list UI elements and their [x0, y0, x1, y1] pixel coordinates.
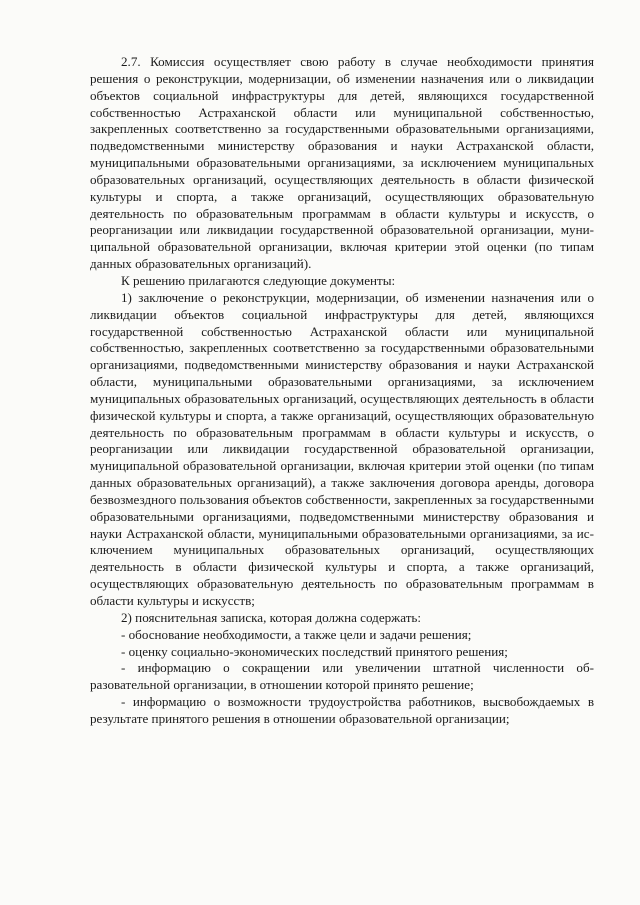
list-item-employment-possibility: - информацию о возможности трудоустройства работников, высвобождаемых в результате принятого решения в отношении образовательной организации; [90, 694, 594, 726]
paragraph-2-7: 2.7. Комиссия осуществляет свою работу в случае необходимости принятия решения о реконструкции, модернизации, об изменении назначения или о ликвидации объектов социальной инфраструктуры для детей, являющихся государственной собственностью Астраханской области или муниципальной собственностью, закрепленных соответственно за государственными образовательными организациями, подведомственными министерству образования и науки Астраханской области, муниципальными образовательными организациями, за исключением муниципальных образовательных организаций, осуществляющих деятельность в области физической культуры и спорта, а также организаций, осуществляющих образовательную деятельность по образовательным программам в области культуры и искусств, о реорганизации или ликвидации государственной образовательной организации, муниципальной образовательной организации, включая критерии этой оценки (по типам данных образовательных организаций). [90, 54, 594, 272]
list-item-justification: - обоснование необходимости, а также цели и задачи решения; [121, 626, 472, 642]
list-item-impact-assessment: - оценку социально-экономических последствий принятого решения; [121, 643, 508, 659]
paragraph-item-2: 2) пояснительная записка, которая должна содержать: [121, 609, 422, 625]
document-body [90, 54, 594, 728]
list-item-staffing-change: - информацию о сокращении или увеличении штатной численности образовательной организации, в отношении которой принято решение; [90, 660, 594, 693]
paragraph-attachments-intro: К решению прилагаются следующие документы: [121, 272, 396, 288]
paragraph-item-1: 1) заключение о реконструкции, модернизации, об изменении назначения или о ликвидации объектов социальной инфраструктуры для детей, являющихся государственной собственностью Астраханской области или муниципальной собственностью, закрепленных соответственно за государственными образовательными организациями, подведомственными министерству образования и науки Астраханской области, муниципальными образовательными организациями, за исключением муниципальных образовательных организаций, осуществляющих деятельность в области физической культуры и спорта, а также организаций, осуществляющих образовательную деятельность по образовательным программам в области культуры и искусств, о реорганизации или ликвидации государственной образовательной организации, муниципальной образовательной организации, включая критерии этой оценки (по типам данных образовательных организаций), а также заключения договора аренды, договора безвозмездного пользования объектов собственности, закрепленных за государственными образовательными организациями, подведомственными министерству образования и науки Астраханской области, муниципальными образовательными организациями, за исключением муниципальных образовательных организаций, осуществляющих деятельность в области физической культуры и спорта, а также организаций, осуществляющих образовательную деятельность по образовательным программам в области культуры и искусств; [90, 289, 594, 608]
